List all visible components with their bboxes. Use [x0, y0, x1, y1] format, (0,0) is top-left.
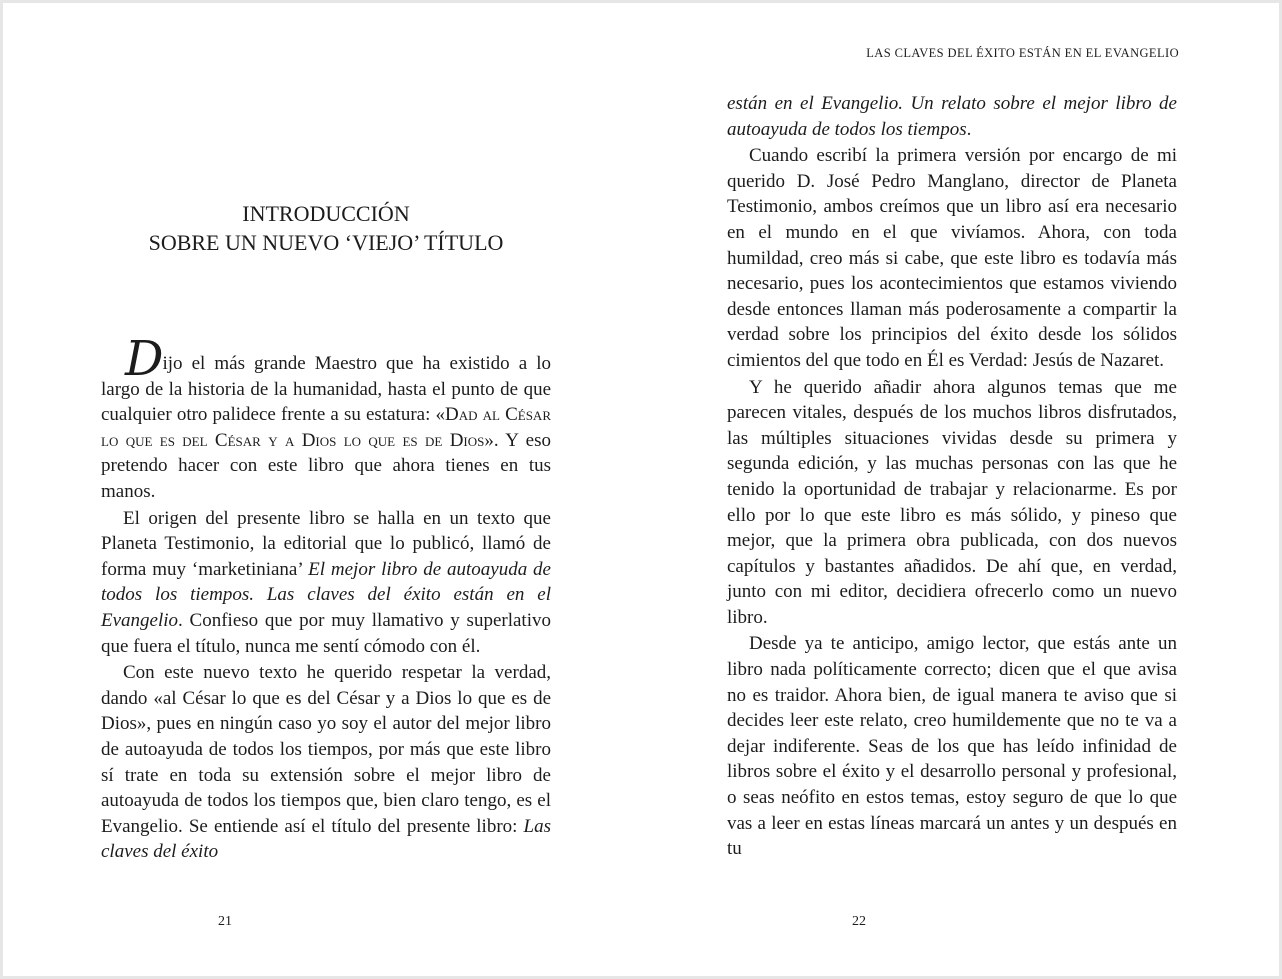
chapter-title-line1: INTRODUCCIÓN [242, 201, 410, 226]
paragraph-2-end: . Confieso que por muy llamativo y superlativo que fuera el título, nunca me sentí cómodo con él. [101, 609, 551, 657]
paragraph-1 [101, 331, 551, 505]
page-number-left: 21 [218, 914, 232, 929]
left-body-text [101, 331, 551, 865]
paragraph-4: Cuando escribí la primera versión por encargo de mi querido D. José Pedro Manglano, director de Planeta Testimonio, ambos creímos que un libro así era necesario en el mundo en el que vivíamos. Ahora, con toda humildad, creo más si cabe, que este libro es todavía más necesario, pues los acontecimientos que estamos viviendo desde entonces llaman más poderosamente a compartir la verdad sobre los principios del éxito desde los sólidos cimientos del que todo en Él es Verdad: Jesús de Nazaret. [727, 145, 1177, 371]
paragraph-continued-book-title: están en el Evangelio. Un relato sobre el mejor libro de autoayuda de todos los tiempos [727, 93, 1177, 140]
paragraph-continued [727, 91, 1177, 142]
paragraph-3 [101, 660, 551, 865]
left-page [3, 3, 641, 976]
paragraph-2 [101, 506, 551, 660]
right-body-text [727, 91, 1177, 862]
page-number-right: 22 [852, 914, 866, 929]
chapter-title [101, 199, 551, 257]
paragraph-continued-end: . [966, 118, 972, 140]
paragraph-2-text: El origen del presente libro se halla en un texto que Planeta Testimonio, la editorial que lo publicó, llamó de forma muy ‘marketiniana’ [101, 507, 551, 580]
right-page [641, 3, 1279, 976]
drop-cap: D [125, 331, 162, 387]
paragraph-1-end: ». Y eso pretendo hacer con este libro que ahora tienes en tus manos. [101, 429, 551, 502]
paragraph-2-book-title: El mejor libro de autoayuda de todos los tiempos. Las claves del éxito están en el Evangelio [101, 558, 551, 631]
paragraph-3-text: Con este nuevo texto he querido respetar la verdad, dando «al César lo que es del César y a Dios lo que es de Dios», pues en ningún caso yo soy el autor del mejor libro de autoayuda de todos los tiempos, por más que este libro sí trate en toda su extensión sobre el mejor libro de autoayuda de todos los tiempos que, bien claro tengo, es el Evangelio. Se entiende así el título del presente libro: [101, 662, 551, 837]
book-spread [3, 3, 1279, 976]
running-head: LAS CLAVES DEL ÉXITO ESTÁN EN EL EVANGELIO [866, 46, 1179, 60]
paragraph-3-book-title: Las claves del éxito [101, 815, 551, 863]
paragraph-1-quote: Dad al César lo que es del César y a Dios lo que es de Dios [101, 404, 551, 451]
paragraph-1-text: ijo el más grande Maestro que ha existido a lo largo de la historia de la humanidad, hasta el punto de que cualquier otro palidece frente a su estatura: « [101, 353, 551, 426]
paragraph-5: Y he querido añadir ahora algunos temas que me parecen vitales, después de los muchos libros disfrutados, las múltiples situaciones vividas desde su primera y segunda edición, y las muchas personas con las que he tenido la oportunidad de trabajar y relacionarme. Es por ello por lo que este libro es más sólido, y pineso que mejor, que la primera obra publicada, con dos nuevos capítulos y bastantes añadidos. De ahí que, en verdad, junto con mi editor, decidiera ofrecerlo como un nuevo libro. [727, 376, 1177, 628]
chapter-title-line2: SOBRE UN NUEVO ‘VIEJO’ TÍTULO [148, 230, 504, 255]
paragraph-6: Desde ya te anticipo, amigo lector, que estás ante un libro nada políticamente correcto; dicen que el que avisa no es traidor. Ahora bien, de igual manera te aviso que si decides leer este relato, creo humildemente que no te va a dejar indiferente. Seas de los que has leído infinidad de libros sobre el éxito y el desarrollo personal y profesional, o seas neófito en estos temas, estoy seguro de que lo que vas a leer en estas líneas marcará un antes y un después en tu [727, 633, 1177, 860]
